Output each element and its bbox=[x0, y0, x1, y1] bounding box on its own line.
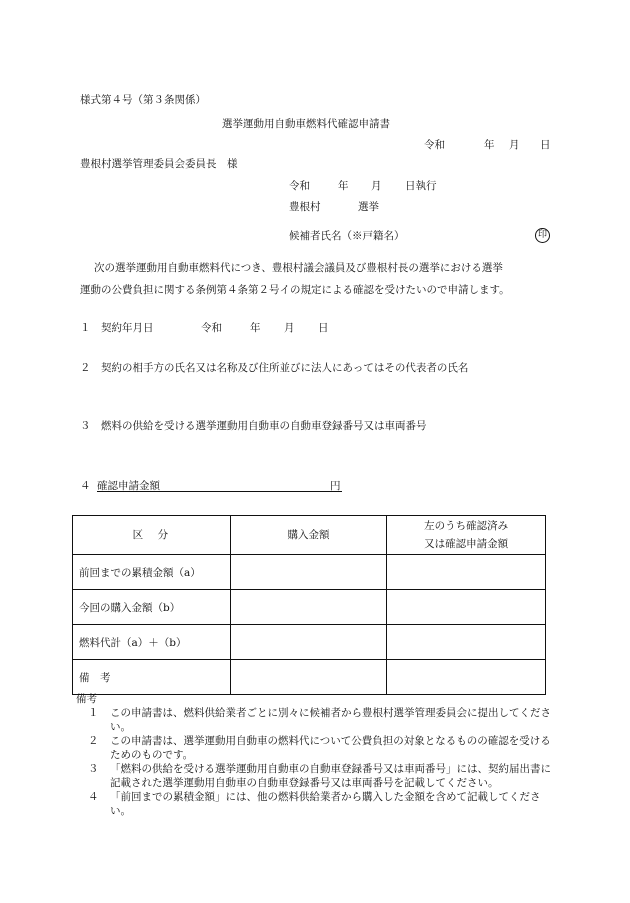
cell-remarks-confirmed[interactable] bbox=[387, 660, 546, 695]
table-row bbox=[73, 660, 546, 695]
remark-item bbox=[80, 706, 556, 734]
election-era: 令和 bbox=[289, 180, 310, 192]
item4-label: 確認申請金額 bbox=[97, 480, 160, 492]
cell-confirmed-previous[interactable] bbox=[387, 555, 546, 590]
cell-purchase-previous[interactable] bbox=[230, 555, 387, 590]
remark-number: ４ bbox=[88, 791, 99, 803]
remark-item bbox=[80, 762, 556, 790]
table-row bbox=[73, 555, 546, 590]
candidate-name-label: 候補者氏名（※戸籍名） bbox=[289, 230, 405, 242]
amount-table bbox=[72, 515, 546, 695]
cell-remarks-purchase[interactable] bbox=[230, 660, 387, 695]
remark-text: この申請書は、燃料供給業者ごとに別々に候補者から豊根村選挙管理委員会に提出してください。 bbox=[110, 707, 551, 733]
item4-unit: 円 bbox=[330, 480, 341, 492]
row-label-remarks: 備 考 bbox=[73, 660, 231, 695]
table-row bbox=[73, 590, 546, 625]
date-year: 年 bbox=[484, 139, 495, 151]
intro-line-2: 運動の公費負担に関する条例第４条第２号イの規定による確認を受けたいので申請します。 bbox=[80, 284, 510, 296]
form-number: 様式第４号（第３条関係） bbox=[80, 94, 206, 106]
item4-number: ４ bbox=[80, 480, 91, 492]
header-confirmed-line1: 左のうち確認済み bbox=[424, 520, 509, 532]
date-day: 日 bbox=[540, 139, 551, 151]
remark-text: 「前回までの累積金額」には、他の燃料供給業者から購入した金額を含めて記載してください。 bbox=[110, 791, 541, 817]
item1-day: 日 bbox=[318, 322, 329, 334]
item1-month: 月 bbox=[284, 322, 295, 334]
remark-item bbox=[80, 734, 556, 762]
document-title: 選挙運動用自動車燃料代確認申請書 bbox=[222, 118, 390, 130]
election-place: 豊根村 bbox=[289, 201, 321, 213]
item-vehicle-number: ３ 燃料の供給を受ける選挙運動用自動車の自動車登録番号又は車両番号 bbox=[80, 420, 427, 432]
header-purchase-amount: 購入金額 bbox=[230, 516, 387, 555]
remark-text: 「燃料の供給を受ける選挙運動用自動車の自動車登録番号又は車両番号」には、契約届出書に記載された選挙運動用自動車の自動車登録番号又は車両番号を記載してください。 bbox=[110, 763, 551, 789]
row-label-fuel-total: 燃料代計（a）＋（b） bbox=[73, 625, 231, 660]
row-label-previous-total: 前回までの累積金額（a） bbox=[73, 555, 231, 590]
remark-number: １ bbox=[88, 707, 99, 719]
election-label: 選挙 bbox=[358, 201, 379, 213]
remark-number: ２ bbox=[88, 735, 99, 747]
item-contractor: ２ 契約の相手方の氏名又は名称及び住所並びに法人にあってはその代表者の氏名 bbox=[80, 362, 469, 374]
remark-item bbox=[80, 790, 556, 818]
table-header-row bbox=[73, 516, 546, 555]
addressee: 豊根村選挙管理委員会委員長 様 bbox=[80, 158, 238, 170]
header-category: 区 分 bbox=[73, 516, 231, 555]
item1-era: 令和 bbox=[201, 322, 222, 334]
remarks-heading: 備考 bbox=[76, 693, 97, 705]
election-month: 月 bbox=[371, 180, 382, 192]
header-confirmed-amount bbox=[387, 516, 546, 555]
item1-year: 年 bbox=[250, 322, 261, 334]
election-date-label: 日執行 bbox=[405, 180, 437, 192]
header-confirmed-line2: 又は確認申請金額 bbox=[424, 538, 509, 550]
item1-label: １ 契約年月日 bbox=[80, 322, 154, 334]
date-era: 令和 bbox=[424, 139, 445, 151]
election-year: 年 bbox=[338, 180, 349, 192]
cell-confirmed-total[interactable] bbox=[387, 625, 546, 660]
cell-confirmed-current[interactable] bbox=[387, 590, 546, 625]
cell-purchase-current[interactable] bbox=[230, 590, 387, 625]
cell-purchase-total[interactable] bbox=[230, 625, 387, 660]
remark-number: ３ bbox=[88, 763, 99, 775]
table-row bbox=[73, 625, 546, 660]
row-label-current-purchase: 今回の購入金額（b） bbox=[73, 590, 231, 625]
intro-line-1: 次の選挙運動用自動車燃料代につき、豊根村議会議員及び豊根村長の選挙における選挙 bbox=[94, 262, 503, 274]
seal-mark: 印 bbox=[535, 228, 550, 243]
date-month: 月 bbox=[509, 139, 520, 151]
remark-text: この申請書は、選挙運動用自動車の燃料代について公費負担の対象となるものの確認を受けるためのものです。 bbox=[110, 735, 551, 761]
remarks-section bbox=[76, 692, 556, 818]
